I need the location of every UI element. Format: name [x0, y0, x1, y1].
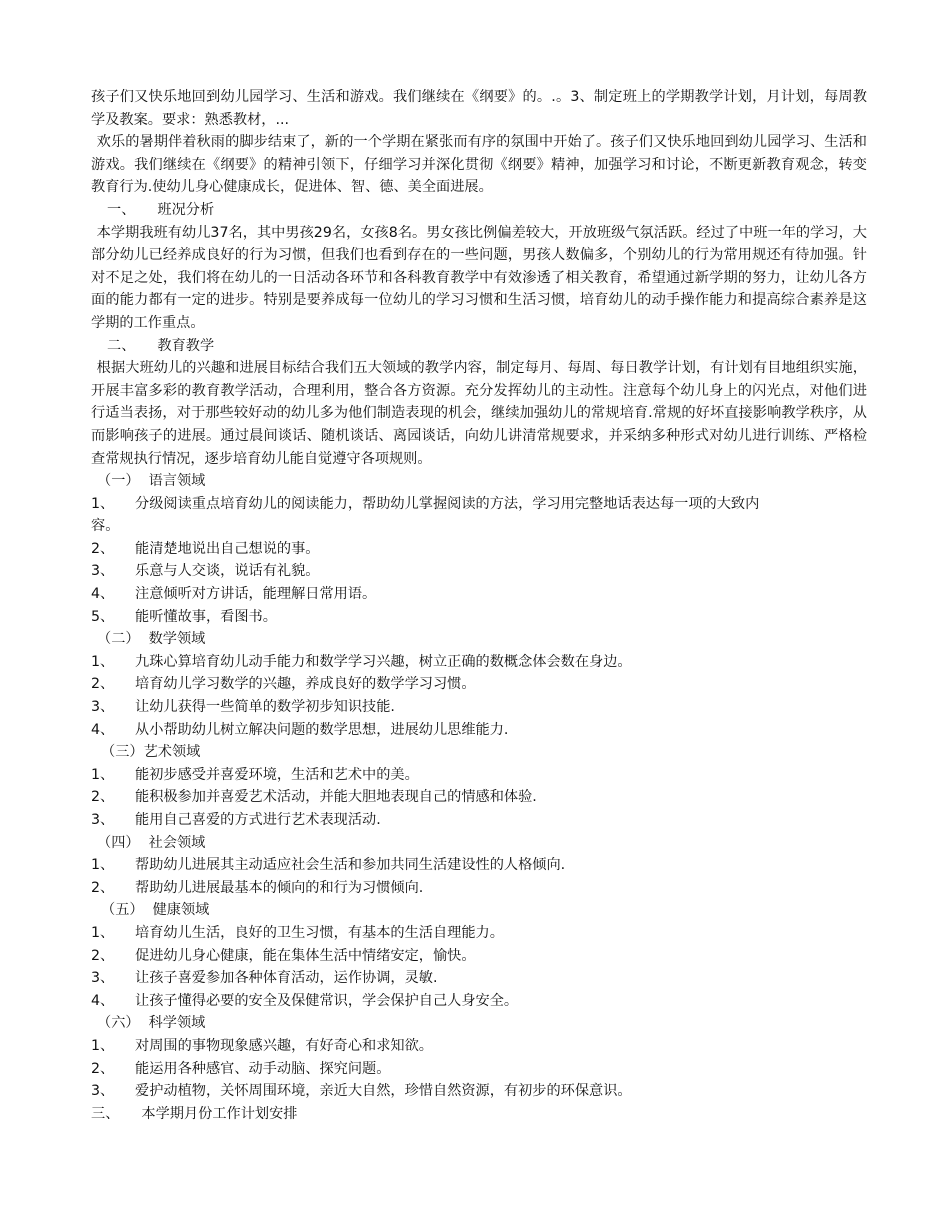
- class-analysis-paragraph: 本学期我班有幼儿37名，其中男孩29名，女孩8名。男女孩比例偏差较大，开放班级气氛活跃。经过了中班一年的学习，大部分幼儿已经养成良好的行为习惯，但我们也看到存在的一些问题，男孩人数偏多，个别幼儿的行为常用规还有待加强。针对不足之处，我们将在幼儿的一日活动各环节和各科教育教学中有效渗透了相关教育，希望通过新学期的努力，让幼儿各方面的能力都有一定的进步。特别是要养成每一位幼儿的学习习惯和生活习惯，培育幼儿的动手操作能力和提高综合素养是这学期的工作重点。: [91, 224, 867, 331]
- section-number: 三、: [91, 1105, 120, 1122]
- section-title: 班况分析: [157, 201, 215, 218]
- document-body: [91, 86, 867, 1125]
- section-title: 本学期月份工作计划安排: [141, 1105, 298, 1122]
- domain-heading-health: （五） 健康领域: [101, 902, 210, 919]
- list-item: 1、 培育幼儿生活，良好的卫生习惯，有基本的生活自理能力。: [91, 924, 504, 941]
- list-item: 2、 能运用各种感官、动手动脑、探究问题。: [91, 1060, 391, 1077]
- list-item: 2、 帮助幼儿进展最基本的倾向的和行为习惯倾向.: [91, 879, 424, 896]
- section-title: 教育教学: [157, 337, 215, 354]
- list-item: 1、 帮助幼儿进展其主动适应社会生活和参加共同生活建设性的人格倾向.: [91, 857, 566, 874]
- opening-paragraph: 欢乐的暑期伴着秋雨的脚步结束了，新的一个学期在紧张而有序的氛围中开始了。孩子们又快乐地回到幼儿园学习、生活和游戏。我们继续在《纲要》的精神引领下，仔细学习并深化贯彻《纲要》精神，加强学习和讨论，不断更新教育观念，转变教育行为.使幼儿身心健康成长，促进体、智、德、美全面进展。: [91, 134, 867, 196]
- intro-paragraph: 孩子们又快乐地回到幼儿园学习、生活和游戏。我们继续在《纲要》的。.。3、制定班上的学期教学计划，月计划，每周教学及教案。要求：熟悉教材，...: [91, 89, 867, 128]
- list-item: 4、 注意倾听对方讲话，能理解日常用语。: [91, 586, 377, 603]
- list-item: 4、 让孩子懂得必要的安全及保健常识，学会保护自己人身安全。: [91, 992, 519, 1009]
- list-item: 2、 能清楚地说出自己想说的事。: [91, 540, 320, 557]
- domain-heading-math: （二） 数学领域: [97, 631, 206, 648]
- domain-heading-science: （六） 科学领域: [97, 1015, 206, 1032]
- domain-heading-language: （一） 语言领域: [97, 473, 206, 490]
- list-item: 3、 乐意与人交谈，说话有礼貌。: [91, 563, 320, 580]
- list-item: 1、 九珠心算培育幼儿动手能力和数学学习兴趣，树立正确的数概念体会数在身边。: [91, 653, 632, 670]
- list-item: 3、 让孩子喜爱参加各种体育活动，运作协调，灵敏.: [91, 970, 438, 987]
- domain-heading-art: （三）艺术领域: [101, 744, 201, 761]
- list-item: 2、 能积极参加并喜爱艺术活动，并能大胆地表现自己的情感和体验.: [91, 789, 537, 806]
- list-item-continuation: 容。: [91, 518, 120, 535]
- list-item: 3、 能用自己喜爱的方式进行艺术表现活动.: [91, 812, 381, 828]
- list-item: 1、 能初步感受并喜爱环境，生活和艺术中的美。: [91, 766, 419, 783]
- list-item: 2、 培育幼儿学习数学的兴趣，养成良好的数学学习习惯。: [91, 676, 476, 693]
- section-number: 二、: [107, 337, 136, 354]
- section-heading-class-analysis: [91, 199, 867, 222]
- teaching-paragraph: 根据大班幼儿的兴趣和进展目标结合我们五大领域的教学内容，制定每月、每周、每日教学计划，有计划有目地组织实施，开展丰富多彩的教育教学活动，合理利用，整合各方资源。充分发挥幼儿的主动性。注意每个幼儿身上的闪光点，对他们进行适当表扬，对于那些较好动的幼儿多为他们制造表现的机会，继续加强幼儿的常规培育.常规的好坏直接影响教学秩序，从而影响孩子的进展。通过晨间谈话、随机谈话、离园谈话，向幼儿讲清常规要求，并采纳多种形式对幼儿进行训练、严格检查常规执行情况，逐步培育幼儿能自觉遵守各项规则。: [91, 360, 867, 467]
- domain-heading-social: （四） 社会领域: [97, 834, 206, 851]
- section-heading-teaching: [91, 335, 867, 358]
- list-item: 3、 爱护动植物，关怀周围环境，亲近大自然，珍惜自然资源，有初步的环保意识。: [91, 1083, 632, 1100]
- section-number: 一、: [107, 201, 136, 218]
- list-item: 4、 从小帮助幼儿树立解决问题的数学思想，进展幼儿思维能力.: [91, 721, 509, 738]
- list-item: 1、 分级阅读重点培育幼儿的阅读能力，帮助幼儿掌握阅读的方法，学习用完整地话表达每一项的大致内: [91, 495, 760, 512]
- list-item: 2、 促进幼儿身心健康，能在集体生活中情绪安定，愉快。: [91, 947, 476, 964]
- section-heading-monthly-plan: [91, 1103, 867, 1126]
- list-item: 5、 能听懂故事，看图书。: [91, 608, 277, 625]
- list-item: 3、 让幼儿获得一些简单的数学初步知识技能.: [91, 699, 395, 716]
- list-item: 1、 对周围的事物现象感兴趣，有好奇心和求知欲。: [91, 1037, 433, 1054]
